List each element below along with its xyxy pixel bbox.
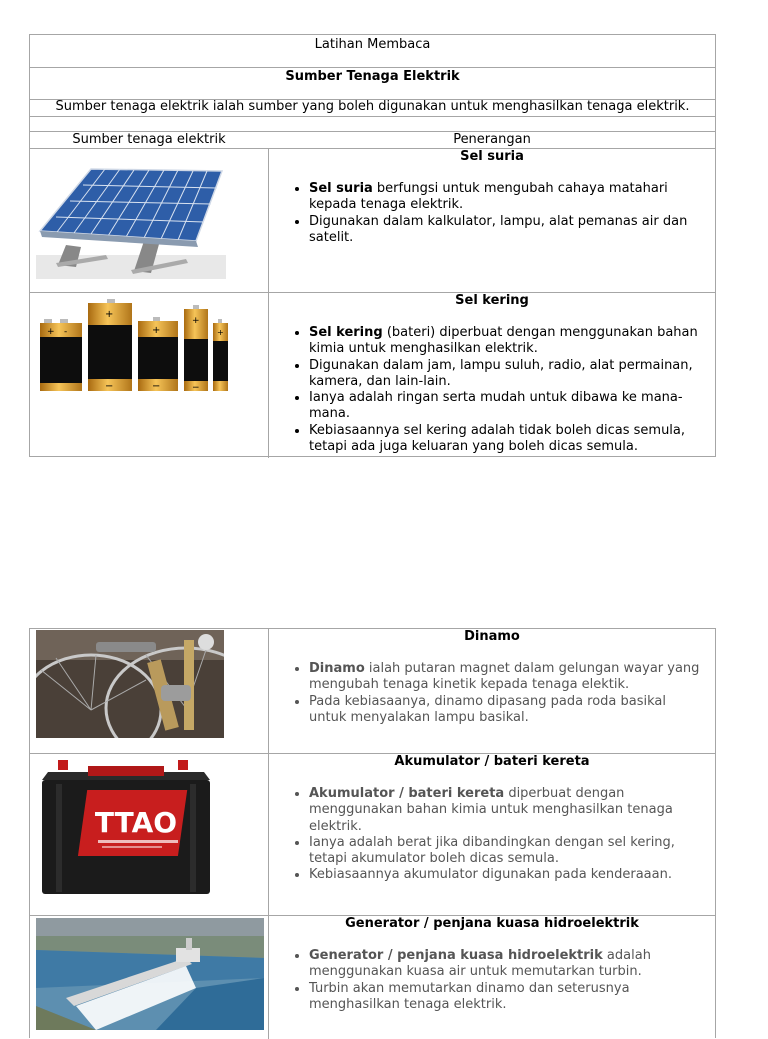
list-item: • Sel kering (bateri) diperbuat dengan menggunakan bahan kimia untuk menghasilkan elektrik. [309,325,705,358]
generator-points [281,948,705,1013]
akumulator-heading: Akumulator / bateri kereta [394,754,590,769]
svg-text:−: − [192,383,200,393]
page-subtitle: Sumber Tenaga Elektrik [285,69,460,84]
list-item: • Sel suria berfungsi untuk mengubah cahaya matahari kepada tenaga elektrik. [309,181,705,214]
column-header-row [30,132,715,149]
intro-text: Sumber tenaga elektrik ialah sumber yang boleh digunakan untuk menghasilkan tenaga elektrik. [55,99,690,114]
generator-heading: Generator / penjana kuasa hidroelektrik [345,916,639,931]
reading-table-page-2 [29,628,716,1038]
page-title: Latihan Membaca [314,37,431,52]
battery-brand-text: TTAO [94,806,178,839]
car-battery-icon [38,756,214,898]
list-item: • Ianya adalah berat jika dibandingkan dengan sel kering, tetapi akumulator boleh dicas semula. [309,835,705,868]
sel-suria-points [281,181,705,246]
svg-text:+: + [192,316,200,326]
list-item: • Pada kebiasaanya, dinamo dipasang pada roda basikal untuk menyalakan lampu basikal. [309,694,705,727]
sel-kering-points [281,325,705,455]
list-item: • Kebiasaannya sel kering adalah tidak boleh dicas semula, tetapi ada juga keluaran yang boleh dicas semula. [309,423,705,456]
hydro-dam-icon [36,918,264,1030]
batteries-icon [38,295,230,395]
svg-text:+: + [217,328,224,337]
title-row [30,35,715,68]
bicycle-dynamo-icon [36,630,224,738]
list-item: • Akumulator / bateri kereta diperbuat dengan menggunakan bahan kimia untuk menghasilkan tenaga elektrik. [309,786,705,835]
spacer-row [30,117,715,132]
svg-text:−: − [152,381,161,392]
list-item: • Ianya adalah ringan serta mudah untuk dibawa ke mana-mana. [309,390,705,423]
col2-header: Penerangan [453,132,531,147]
list-item: • Turbin akan memutarkan dinamo dan seterusnya menghasilkan tenaga elektrik. [309,981,705,1014]
sel-kering-row [30,293,715,458]
list-item: • Digunakan dalam kalkulator, lampu, alat pemanas air dan satelit. [309,214,705,247]
svg-text:-: - [64,327,68,337]
col1-header: Sumber tenaga elektrik [72,132,226,147]
list-item: • Digunakan dalam jam, lampu suluh, radio, alat permainan, kamera, dan lain-lain. [309,358,705,391]
svg-text:−: − [105,381,114,392]
svg-text:+: + [105,309,114,320]
intro-row [30,100,715,117]
subtitle-row [30,68,715,100]
akumulator-points [281,786,705,884]
list-item: • Generator / penjana kuasa hidroelektrik adalah menggunakan kuasa air untuk memutarkan turbin. [309,948,705,981]
reading-table-page-1 [29,34,716,457]
sel-kering-heading: Sel kering [455,293,529,308]
dinamo-heading: Dinamo [464,629,520,644]
akumulator-row [30,754,715,916]
svg-text:+: + [152,325,161,336]
svg-text:+: + [47,327,55,337]
generator-row [30,916,715,1039]
dinamo-row [30,629,715,754]
dinamo-points [281,661,705,726]
list-item: • Kebiasaannya akumulator digunakan pada kenderaaan. [309,867,705,883]
list-item: • Dinamo ialah putaran magnet dalam gelungan wayar yang mengubah tenaga kinetik kepada tenaga elektik. [309,661,705,694]
sel-suria-row [30,149,715,293]
sel-suria-heading: Sel suria [460,149,524,164]
solar-panel-icon [36,155,226,279]
